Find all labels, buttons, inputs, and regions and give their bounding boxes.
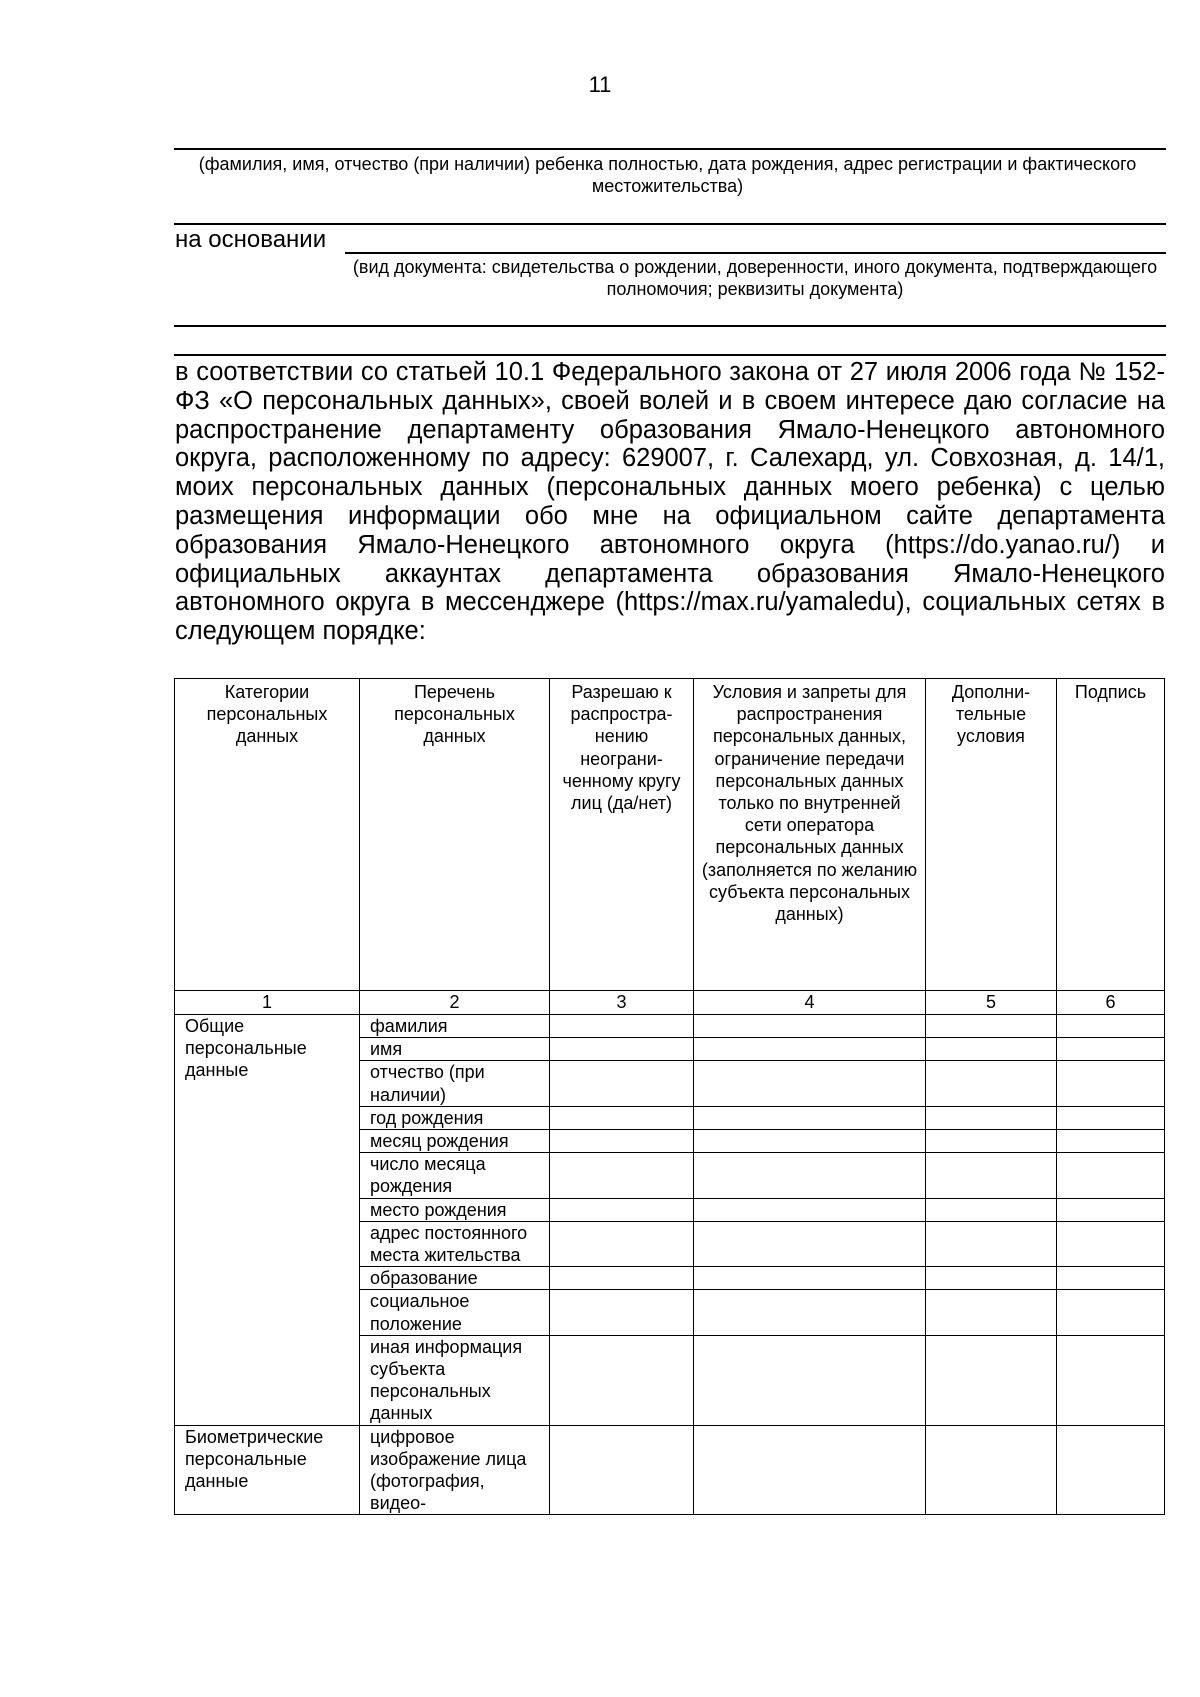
conditions-cell[interactable]: [694, 1015, 926, 1038]
child-info-caption: (фамилия, имя, отчество (при наличии) ребенка полностью, дата рождения, адрес регистрации и фактического местожительства): [198, 154, 1137, 196]
permission-cell[interactable]: [550, 1290, 694, 1335]
signature-cell[interactable]: [1057, 1038, 1165, 1061]
basis-field-line-2[interactable]: [174, 325, 1166, 327]
table-row: [175, 1425, 1165, 1515]
permission-cell[interactable]: [550, 1425, 694, 1515]
page-number: 11: [588, 72, 612, 97]
signature-cell[interactable]: [1057, 1198, 1165, 1221]
signature-cell[interactable]: [1057, 1335, 1165, 1425]
conditions-cell[interactable]: [694, 1106, 926, 1129]
signature-cell[interactable]: [1057, 1153, 1165, 1198]
data-item: иная информация субъекта персональных данных: [360, 1335, 550, 1425]
child-info-field-line-2[interactable]: [174, 223, 1166, 225]
column-number: 6: [1057, 991, 1165, 1015]
header-data-list: Перечень персональных данных: [360, 679, 550, 991]
table-row: [175, 1015, 1165, 1038]
additional-conditions-cell[interactable]: [926, 1106, 1057, 1129]
permission-cell[interactable]: [550, 1061, 694, 1106]
header-signature: Подпись: [1057, 679, 1165, 991]
conditions-cell[interactable]: [694, 1267, 926, 1290]
additional-conditions-cell[interactable]: [926, 1015, 1057, 1038]
conditions-cell[interactable]: [694, 1061, 926, 1106]
additional-conditions-cell[interactable]: [926, 1335, 1057, 1425]
permission-cell[interactable]: [550, 1267, 694, 1290]
conditions-cell[interactable]: [694, 1221, 926, 1266]
additional-conditions-cell[interactable]: [926, 1061, 1057, 1106]
signature-cell[interactable]: [1057, 1061, 1165, 1106]
child-info-field-line[interactable]: [174, 148, 1166, 150]
data-item: образование: [360, 1267, 550, 1290]
column-number: 3: [550, 991, 694, 1015]
conditions-cell[interactable]: [694, 1425, 926, 1515]
column-number: 4: [694, 991, 926, 1015]
permission-cell[interactable]: [550, 1015, 694, 1038]
data-item: месяц рождения: [360, 1130, 550, 1153]
category-biometric: Биометрические персональные данные: [175, 1425, 360, 1515]
basis-field-line-3[interactable]: [174, 354, 1166, 356]
data-item: цифровое изображение лица (фотография, видео-: [360, 1425, 550, 1515]
signature-cell[interactable]: [1057, 1106, 1165, 1129]
permission-cell[interactable]: [550, 1335, 694, 1425]
permission-cell[interactable]: [550, 1038, 694, 1061]
signature-cell[interactable]: [1057, 1267, 1165, 1290]
consent-table: [174, 678, 1165, 1515]
additional-conditions-cell[interactable]: [926, 1153, 1057, 1198]
column-number: 1: [175, 991, 360, 1015]
signature-cell[interactable]: [1057, 1130, 1165, 1153]
conditions-cell[interactable]: [694, 1290, 926, 1335]
data-item: фамилия: [360, 1015, 550, 1038]
header-additional-conditions: Дополни-тельные условия: [926, 679, 1057, 991]
column-number-row: [175, 991, 1165, 1015]
consent-paragraph: в соответствии со статьей 10.1 Федерального закона от 27 июля 2006 года № 152-ФЗ «О персональных данных», своей волей и в своем интересе даю согласие на распространение департаменту образования Ямало-Ненецкого автономного округа, расположенному по адресу: 629007, г. Салехард, ул. Совхозная, д. 14/1, моих персональных данных (персональных данных моего ребенка) с целью размещения информации обо мне на официальном сайте департамента образования Ямало-Ненецкого автономного округа (https://do.yanao.ru/) и официальных аккаунтах департамента образования Ямало-Ненецкого автономного округа в мессенджере (https://max.ru/yamaledu), социальных сетях в следующем порядке:: [175, 358, 1165, 646]
additional-conditions-cell[interactable]: [926, 1130, 1057, 1153]
additional-conditions-cell[interactable]: [926, 1267, 1057, 1290]
header-permission: Разрешаю к распростра-нению неограни-ченному кругу лиц (да/нет): [550, 679, 694, 991]
conditions-cell[interactable]: [694, 1335, 926, 1425]
data-item: год рождения: [360, 1106, 550, 1129]
conditions-cell[interactable]: [694, 1198, 926, 1221]
permission-cell[interactable]: [550, 1153, 694, 1198]
table-header-row: [175, 679, 1165, 991]
permission-cell[interactable]: [550, 1221, 694, 1266]
header-conditions: Условия и запреты для распространения персональных данных, ограничение передачи персональных данных только по внутренней сети оператора персональных данных (заполняется по желанию субъекта персональных данных): [694, 679, 926, 991]
signature-cell[interactable]: [1057, 1290, 1165, 1335]
data-item: имя: [360, 1038, 550, 1061]
additional-conditions-cell[interactable]: [926, 1221, 1057, 1266]
signature-cell[interactable]: [1057, 1425, 1165, 1515]
basis-caption: (вид документа: свидетельства о рождении, доверенности, иного документа, подтверждающего полномочия; реквизиты документа): [352, 257, 1158, 299]
data-item: адрес постоянного места жительства: [360, 1221, 550, 1266]
additional-conditions-cell[interactable]: [926, 1198, 1057, 1221]
additional-conditions-cell[interactable]: [926, 1425, 1057, 1515]
column-number: 5: [926, 991, 1057, 1015]
data-item: социальное положение: [360, 1290, 550, 1335]
conditions-cell[interactable]: [694, 1130, 926, 1153]
additional-conditions-cell[interactable]: [926, 1038, 1057, 1061]
data-item: отчество (при наличии): [360, 1061, 550, 1106]
data-item: число месяца рождения: [360, 1153, 550, 1198]
basis-field-line[interactable]: [345, 252, 1166, 254]
permission-cell[interactable]: [550, 1198, 694, 1221]
conditions-cell[interactable]: [694, 1038, 926, 1061]
header-categories: Категории персональных данных: [175, 679, 360, 991]
column-number: 2: [360, 991, 550, 1015]
data-item: место рождения: [360, 1198, 550, 1221]
conditions-cell[interactable]: [694, 1153, 926, 1198]
signature-cell[interactable]: [1057, 1221, 1165, 1266]
permission-cell[interactable]: [550, 1106, 694, 1129]
additional-conditions-cell[interactable]: [926, 1290, 1057, 1335]
signature-cell[interactable]: [1057, 1015, 1165, 1038]
basis-label: на основании: [175, 226, 327, 253]
category-general: Общие персональные данные: [175, 1015, 360, 1426]
permission-cell[interactable]: [550, 1130, 694, 1153]
